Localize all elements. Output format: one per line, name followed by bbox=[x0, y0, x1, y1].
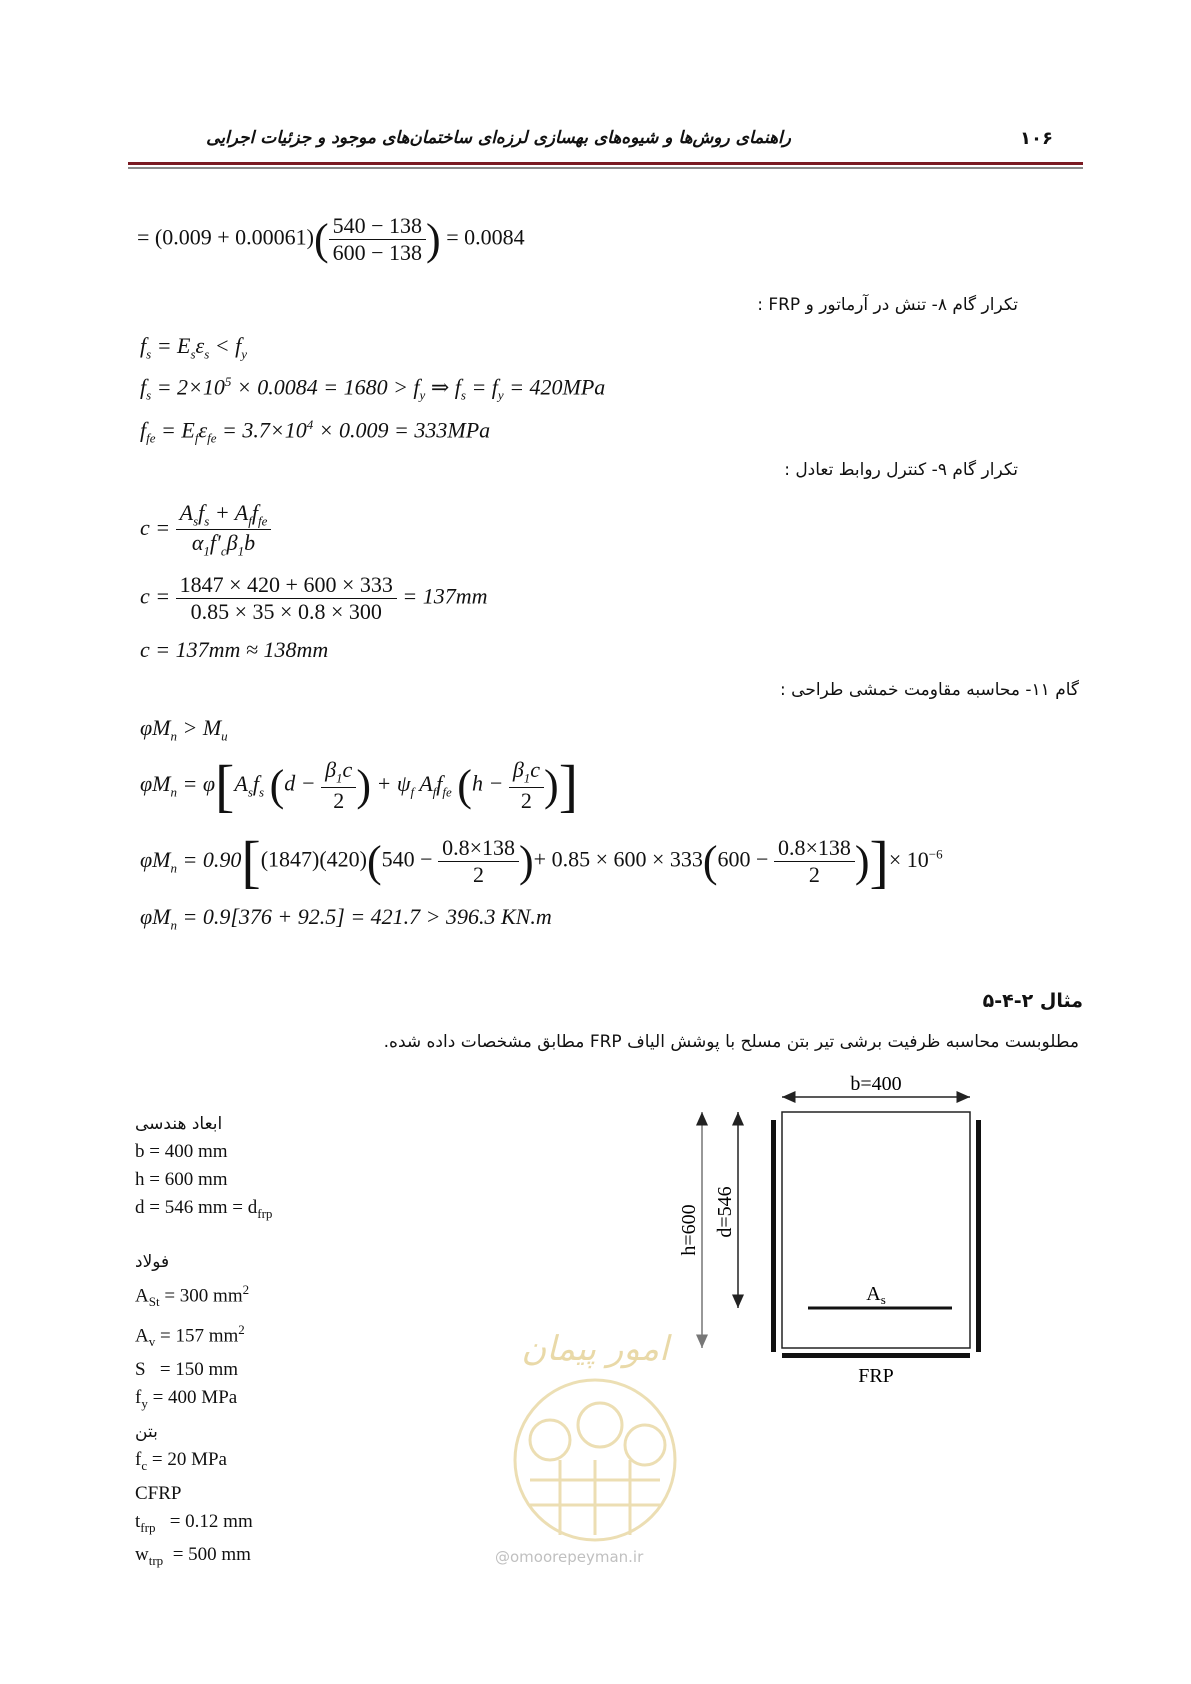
prop-b: b = 400 mm bbox=[135, 1141, 228, 1162]
concrete-heading: بتن bbox=[135, 1421, 158, 1442]
steel-heading: فولاد bbox=[135, 1251, 170, 1272]
c-formula: c = $\frac{A_sf_s + A_ff_{fe}}{\alpha_1f'_c\beta_1b}$ bbox=[140, 500, 271, 560]
c-calculation: c = $\frac{1847 \times 420 + 600 \times 333}{0.85 \times 35 \times 0.8 \times 300}$ = 137mm bbox=[140, 572, 488, 624]
prop-s: S = 150 mm bbox=[135, 1359, 239, 1381]
step8-label: تکرار گام ۸- تنش در آرماتور و FRP : bbox=[757, 295, 1018, 315]
prop-ast: $A_{St} = 300$ $mm^2$ bbox=[135, 1281, 250, 1309]
running-header-title: راهنمای روش‌ها و شیوه‌های بهسازی لرزه‌ای ساختمان‌های موجود و جزئیات اجرایی bbox=[206, 128, 791, 148]
moment-formula: $\varphi M_n = \varphi[A_sf_s$ (d − $\frac{\beta_1c}{2}$ ) + $\psi_f$ $A_ff_{fe}$ (h − $\frac{\beta_1c}{2}$ )] bbox=[140, 753, 579, 818]
prop-wfrp: $w_{trp} = 500$ mm bbox=[135, 1544, 251, 1569]
prop-av: $A_v = 157$ $mm^2$ bbox=[135, 1321, 245, 1350]
step9-label: تکرار گام ۹- کنترل روابط تعادل : bbox=[784, 460, 1018, 480]
d-label: d=546 bbox=[714, 1186, 736, 1238]
ffe-calculation: $f_{fe} = E_f\varepsilon_{fe} = 3.7\times 10^4 \times 0.009 = 333MPa$ bbox=[140, 417, 491, 446]
prop-d: d = 546 mm = $d_{frp}$ bbox=[135, 1197, 273, 1221]
beam-outline bbox=[782, 1112, 970, 1348]
fs-inequality: $f_s = E_s\varepsilon_s < f_y$ bbox=[140, 333, 248, 362]
h-label: h=600 bbox=[678, 1204, 700, 1256]
prop-h: h = 600 mm bbox=[135, 1169, 228, 1190]
as-label: $A_s$ bbox=[866, 1283, 886, 1307]
prop-fc: $f_c = 20$ MPa bbox=[135, 1448, 227, 1473]
properties-list bbox=[135, 1110, 272, 1575]
fs-calculation: $f_s = 2\times 10^5 \times 0.0084 = 1680 > f_y$ ⇒ $f_s = f_y = 420MPa$ bbox=[140, 374, 606, 403]
frp-label: FRP bbox=[858, 1365, 894, 1387]
strain-equation: = (0.009 + 0.00061)( $\frac{540 - 138}{600 - 138}$ ) = 0.0084 bbox=[137, 213, 525, 265]
watermark-url: @omoorepeyman.ir bbox=[495, 1548, 644, 1566]
header-rule-gray bbox=[128, 167, 1083, 169]
geometry-heading: ابعاد هندسی bbox=[135, 1114, 223, 1134]
example-description: مطلوبست محاسبه ظرفیت برشی تیر بتن مسلح با پوشش الیاف FRP مطابق مشخصات داده شده. bbox=[383, 1032, 1079, 1052]
prop-cfrp: CFRP bbox=[135, 1482, 182, 1504]
b-label: b=400 bbox=[850, 1073, 902, 1095]
beam-section-diagram bbox=[640, 1070, 1000, 1400]
step11-label: گام ۱۱- محاسبه مقاومت خمشی طراحی : bbox=[780, 680, 1079, 700]
c-result: c = 137mm ≈ 138mm bbox=[140, 637, 329, 662]
moment-calculation: $\varphi M_n = 0.90[(1847)(420)(540$ − $\frac{0.8\times 138}{2}$ )+ 0.85 × 600 × 333(600 − $\frac{0.8\times 138}{2}$ )]× $10^{-6}$ bbox=[140, 829, 943, 894]
moment-requirement: $\varphi M_n > M_u$ bbox=[140, 715, 228, 744]
frp-bottom-sheet bbox=[782, 1353, 970, 1358]
prop-fy: $f_y = 400$ MPa bbox=[135, 1387, 238, 1411]
frp-left-sheet bbox=[771, 1120, 776, 1352]
moment-result: $\varphi M_n = 0.9[376 + 92.5] = 421.7 > 396.3$ KN.m bbox=[140, 904, 552, 933]
watermark-logo-text: امور پیمان bbox=[521, 1329, 669, 1369]
header-rule-dark bbox=[128, 162, 1083, 165]
prop-tfrp: $t_{frp} = 0.12$ mm bbox=[135, 1510, 253, 1535]
example-title: مثال ۲-۴-۵ bbox=[982, 990, 1083, 1012]
frp-right-sheet bbox=[976, 1120, 981, 1352]
page-number: ۱۰۶ bbox=[1020, 128, 1053, 149]
